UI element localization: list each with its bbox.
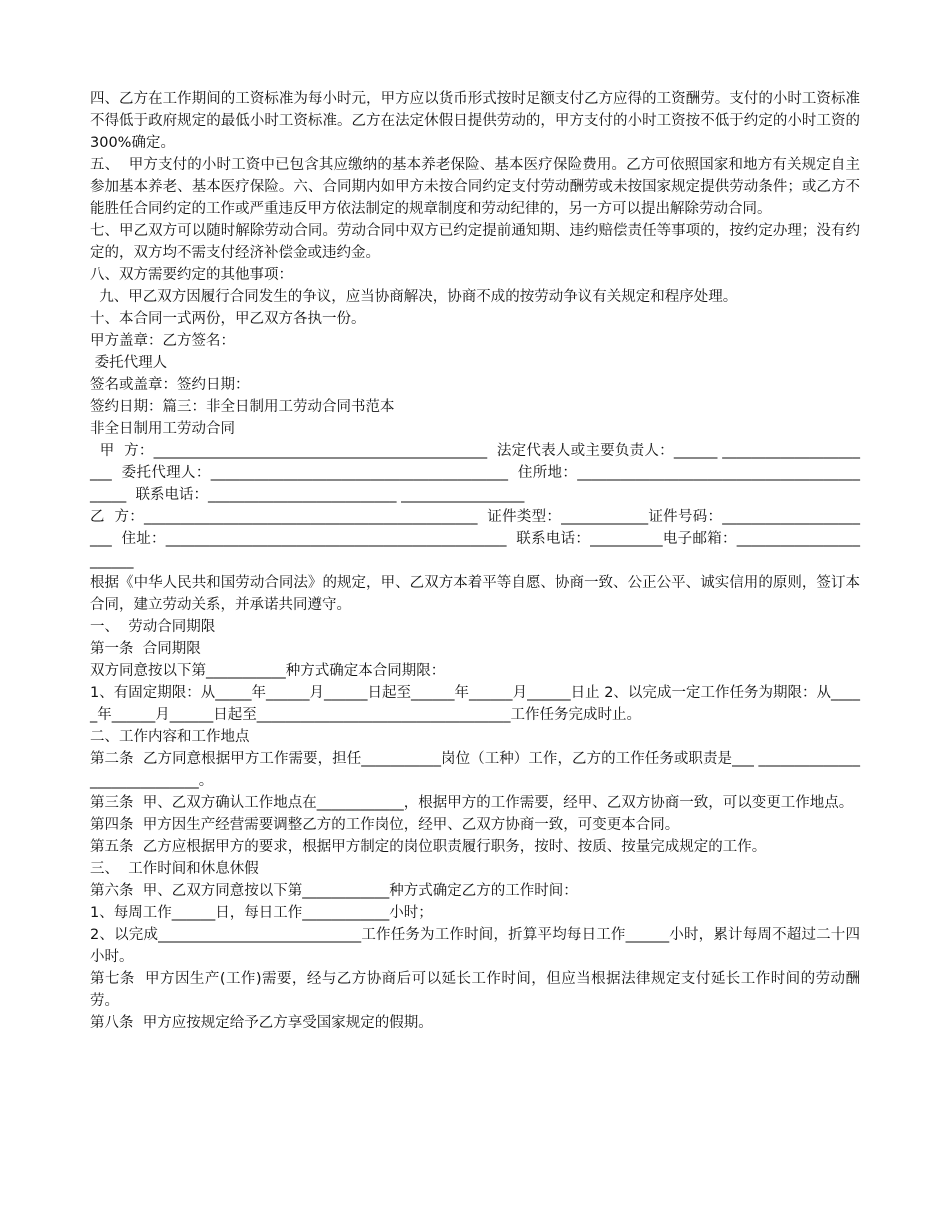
clause-7-termination: 七、甲乙双方可以随时解除劳动合同。劳动合同中双方已约定提前通知期、违约赔偿责任等事项的，按约定办理；没有约定的，双方均不需支付经济补偿金或违约金。 — [90, 223, 860, 261]
heading-contract-term: 一、 劳动合同期限 — [90, 619, 216, 635]
article-1-intro: 双方同意按以下第___________种方式确定本合同期限： — [90, 663, 446, 679]
article-2: 第二条 乙方同意根据甲方工作需要，担任___________岗位（工种）工作，乙方的工作任务或职责是___ _____________________________。 — [90, 751, 860, 789]
sign-date-line: 签名或盖章：签约日期： — [90, 377, 250, 393]
contract-title: 非全日制用工劳动合同 — [90, 421, 235, 437]
party-a-fields: 甲 方：______________________________________________ 法定代表人或主要负责人：______ ______________________ 委托代理人：_________________________________________ 住所地：____________________________________________ 联系电话：__________________________ _________________ — [90, 443, 860, 503]
article-6-option-2: 2、以完成____________________________工作任务为工作时间，折算平均每日工作______小时，累计每周不超过二十四小时。 — [90, 927, 860, 965]
article-3: 第三条 甲、乙双方确认工作地点在____________，根据甲方的工作需要，经甲、乙双方协商一致，可以变更工作地点。 — [90, 795, 854, 811]
clause-10-copies: 十、本合同一式两份，甲乙双方各执一份。 — [90, 311, 366, 327]
article-4: 第四条 甲方因生产经营需要调整乙方的工作岗位，经甲、乙双方协商一致，可变更本合同。 — [90, 817, 680, 833]
article-5: 第五条 乙方应根据甲方的要求，根据甲方制定的岗位职责履行职务，按时、按质、按量完成规定的工作。 — [90, 839, 767, 855]
article-7: 第七条 甲方因生产(工作)需要，经与乙方协商后可以延长工作时间，但应当根据法律规定支付延长工作时间的劳动酬劳。 — [90, 971, 860, 1009]
article-8: 第八条 甲方应按规定给予乙方享受国家规定的假期。 — [90, 1015, 433, 1031]
clause-4-wage-standard: 四、乙方在工作期间的工资标准为每小时元，甲方应以货币形式按时足额支付乙方应得的工资酬劳。支付的小时工资标准不得低于政府规定的最低小时工资标准。乙方在法定休假日提供劳动的，甲方支付的小时工资按不低于约定的小时工资的300%确定。 — [90, 91, 860, 151]
article-6-option-1: 1、每周工作______日，每日工作____________小时； — [90, 905, 433, 921]
agent-line: 委托代理人 — [90, 355, 168, 371]
clause-8-other-matters: 八、双方需要约定的其他事项： — [90, 267, 293, 283]
article-1-options: 1、有固定期限：从_____年______月______日起至______年______月______日止 2、以完成一定工作任务为期限：从_____年______月______日起至___________________________________工作任务完成时止。 — [90, 685, 860, 723]
heading-working-hours: 三、 工作时间和休息休假 — [90, 861, 259, 877]
clause-9-disputes: 九、甲乙双方因履行合同发生的争议，应当协商解决，协商不成的按劳动争议有关规定和程序处理。 — [90, 289, 738, 305]
section-three-heading: 签约日期：篇三：非全日制用工劳动合同书范本 — [90, 399, 395, 415]
article-1-title: 第一条 合同期限 — [90, 641, 201, 657]
document-page — [90, 88, 860, 1034]
preamble: 根据《中华人民共和国劳动合同法》的规定，甲、乙双方本着平等自愿、协商一致、公正公平、诚实信用的原则，签订本合同，建立劳动关系，并承诺共同遵守。 — [90, 575, 860, 613]
party-b-fields: 乙 方：______________________________________________ 证件类型：____________证件号码：______________________ 住址：_______________________________________________ 联系电话：__________电子邮箱：_______________________ — [90, 509, 860, 569]
signature-line: 甲方盖章：乙方签名： — [90, 333, 235, 349]
article-6: 第六条 甲、乙双方同意按以下第____________种方式确定乙方的工作时间： — [90, 883, 578, 899]
clause-5-6-insurance-termination: 五、 甲方支付的小时工资中已包含其应缴纳的基本养老保险、基本医疗保险费用。乙方可依照国家和地方有关规定自主参加基本养老、基本医疗保险。六、合同期内如甲方未按合同约定支付劳动酬劳或未按国家规定提供劳动条件；或乙方不能胜任合同约定的工作或严重违反甲方依法制定的规章制度和劳动纪律的，另一方可以提出解除劳动合同。 — [90, 157, 860, 217]
heading-work-content: 二、工作内容和工作地点 — [90, 729, 250, 745]
